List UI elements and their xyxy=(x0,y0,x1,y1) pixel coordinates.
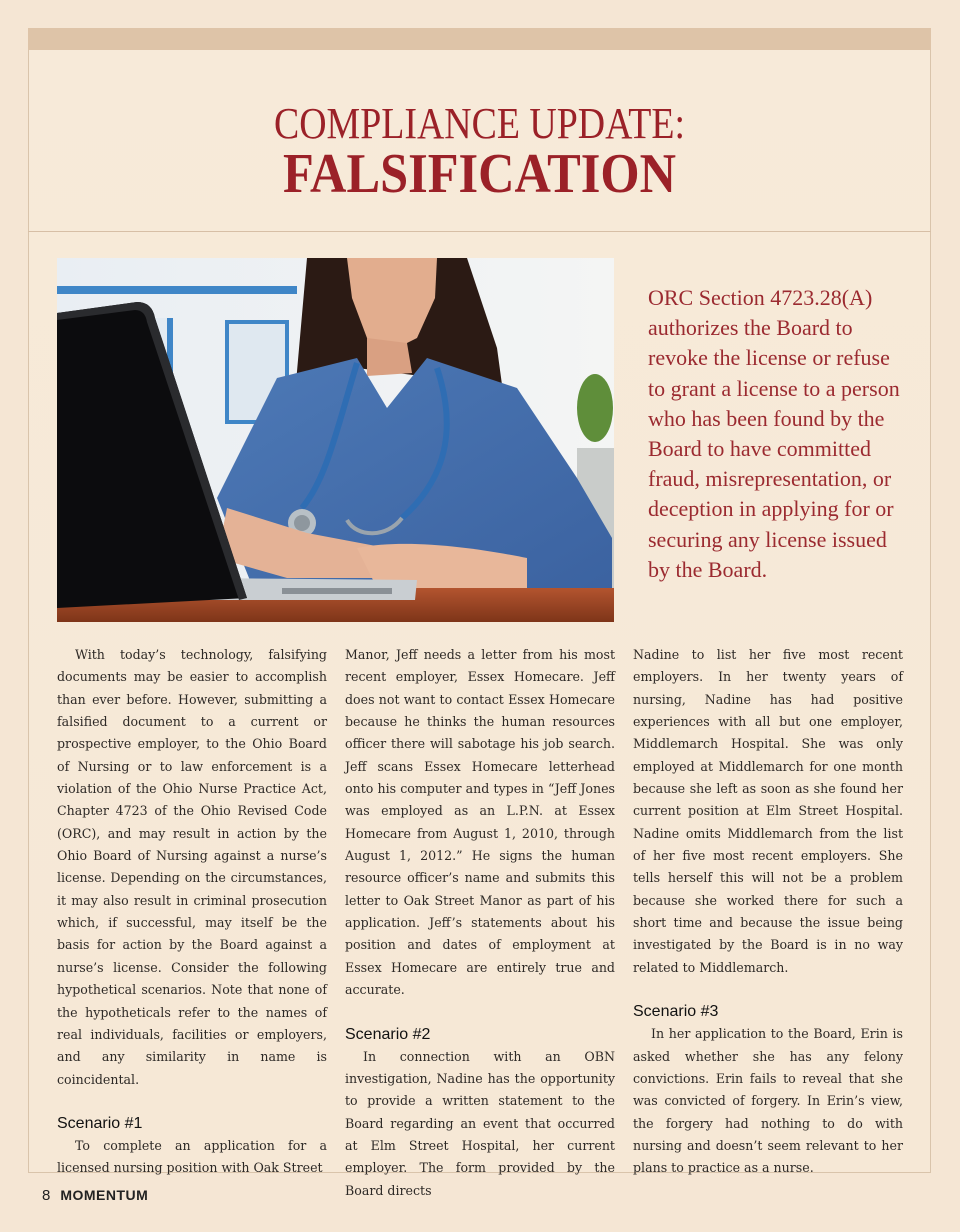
title-line-2: FALSIFICATION xyxy=(283,143,676,205)
scenario-2-text-continued: Nadine to list her five most recent employers. In her twenty years of nursing, Nadine has had positive experiences with all but one employer, Middlemarch Hospital. She was only employed at Middlemarch for one month because she left as soon as she found her current position at Elm Street Hospital. Nadine omits Middlemarch from the list of her five most recent employers. She tells herself this will not be a problem because she worked there for such a short time and because the issue being investigated by the Board is in no way related to Middlemarch. xyxy=(633,647,903,975)
title-area xyxy=(28,50,931,232)
nurse-laptop-photo xyxy=(57,258,614,622)
article-column-3 xyxy=(633,644,903,1180)
scenario-2-heading: Scenario #2 xyxy=(345,1025,431,1043)
article-column-2 xyxy=(345,644,615,1202)
article-column-1 xyxy=(57,644,327,1180)
top-band xyxy=(28,28,931,50)
scenario-2-text-start: In connection with an OBN investigation, Nadine has the opportunity to provide a written statement to the Board regarding an event that occurred at Elm Street Hospital, her current employer. The form provided by the Board directs xyxy=(345,1048,615,1198)
scenario-3-text: In her application to the Board, Erin is asked whether she has any felony convictions. Erin fails to reveal that she was convicted of forgery. In Erin’s view, the forgery had nothing to do with nursing and doesn’t seem relevant to her plans to practice as a nurse. xyxy=(633,1026,903,1176)
scenario-3-heading: Scenario #3 xyxy=(633,1003,719,1021)
scenario-1-heading: Scenario #1 xyxy=(57,1114,143,1132)
pull-quote: ORC Section 4723.28(A) authorizes the Board to revoke the license or refuse to grant a license to a person who has been found by the Board to have committed fraud, misrepresentation, or deception in applying for or securing any license issued by the Board. xyxy=(648,285,900,582)
intro-paragraph: With today’s technology, falsifying documents may be easier to accomplish than ever before. However, submitting a falsified document to a current or prospective employer, to the Ohio Board of Nursing or to law enforcement is a violation of the Ohio Nurse Practice Act, Chapter 4723 of the Ohio Revised Code (ORC), and may result in action by the Ohio Board of Nursing against a nurse’s license. Depending on the circumstances, it may also result in criminal prosecution which, if successful, may itself be the basis for action by the Board against a nurse’s license. Consider the following hypothetical scenarios. Note that none of the hypotheticals refer to the names of real individuals, facilities or employers, and any similarity in name is coincidental. xyxy=(57,647,327,1087)
scenario-1-text-start: To complete an application for a licensed nursing position with Oak Street xyxy=(57,1137,327,1176)
page-footer xyxy=(42,1187,148,1204)
magazine-name: MOMENTUM xyxy=(60,1187,149,1203)
scenario-1-text-continued: Manor, Jeff needs a letter from his most recent employer, Essex Homecare. Jeff does not want to contact Essex Homecare because he thinks the human resources officer there will sabotage his job search. Jeff scans Essex Homecare letterhead onto his computer and types in “Jeff Jones was employed as an L.P.N. at Essex Homecare from August 1, 2010, through August 1, 2012.” He signs the human resource officer’s name and submits this letter to Oak Street Manor as part of his application. Jeff’s statements about his position and dates of employment at Essex Homecare are entirely true and accurate. xyxy=(345,647,615,998)
title-line-1: COMPLIANCE UPDATE: xyxy=(273,99,685,148)
page-number: 8 xyxy=(42,1187,51,1204)
